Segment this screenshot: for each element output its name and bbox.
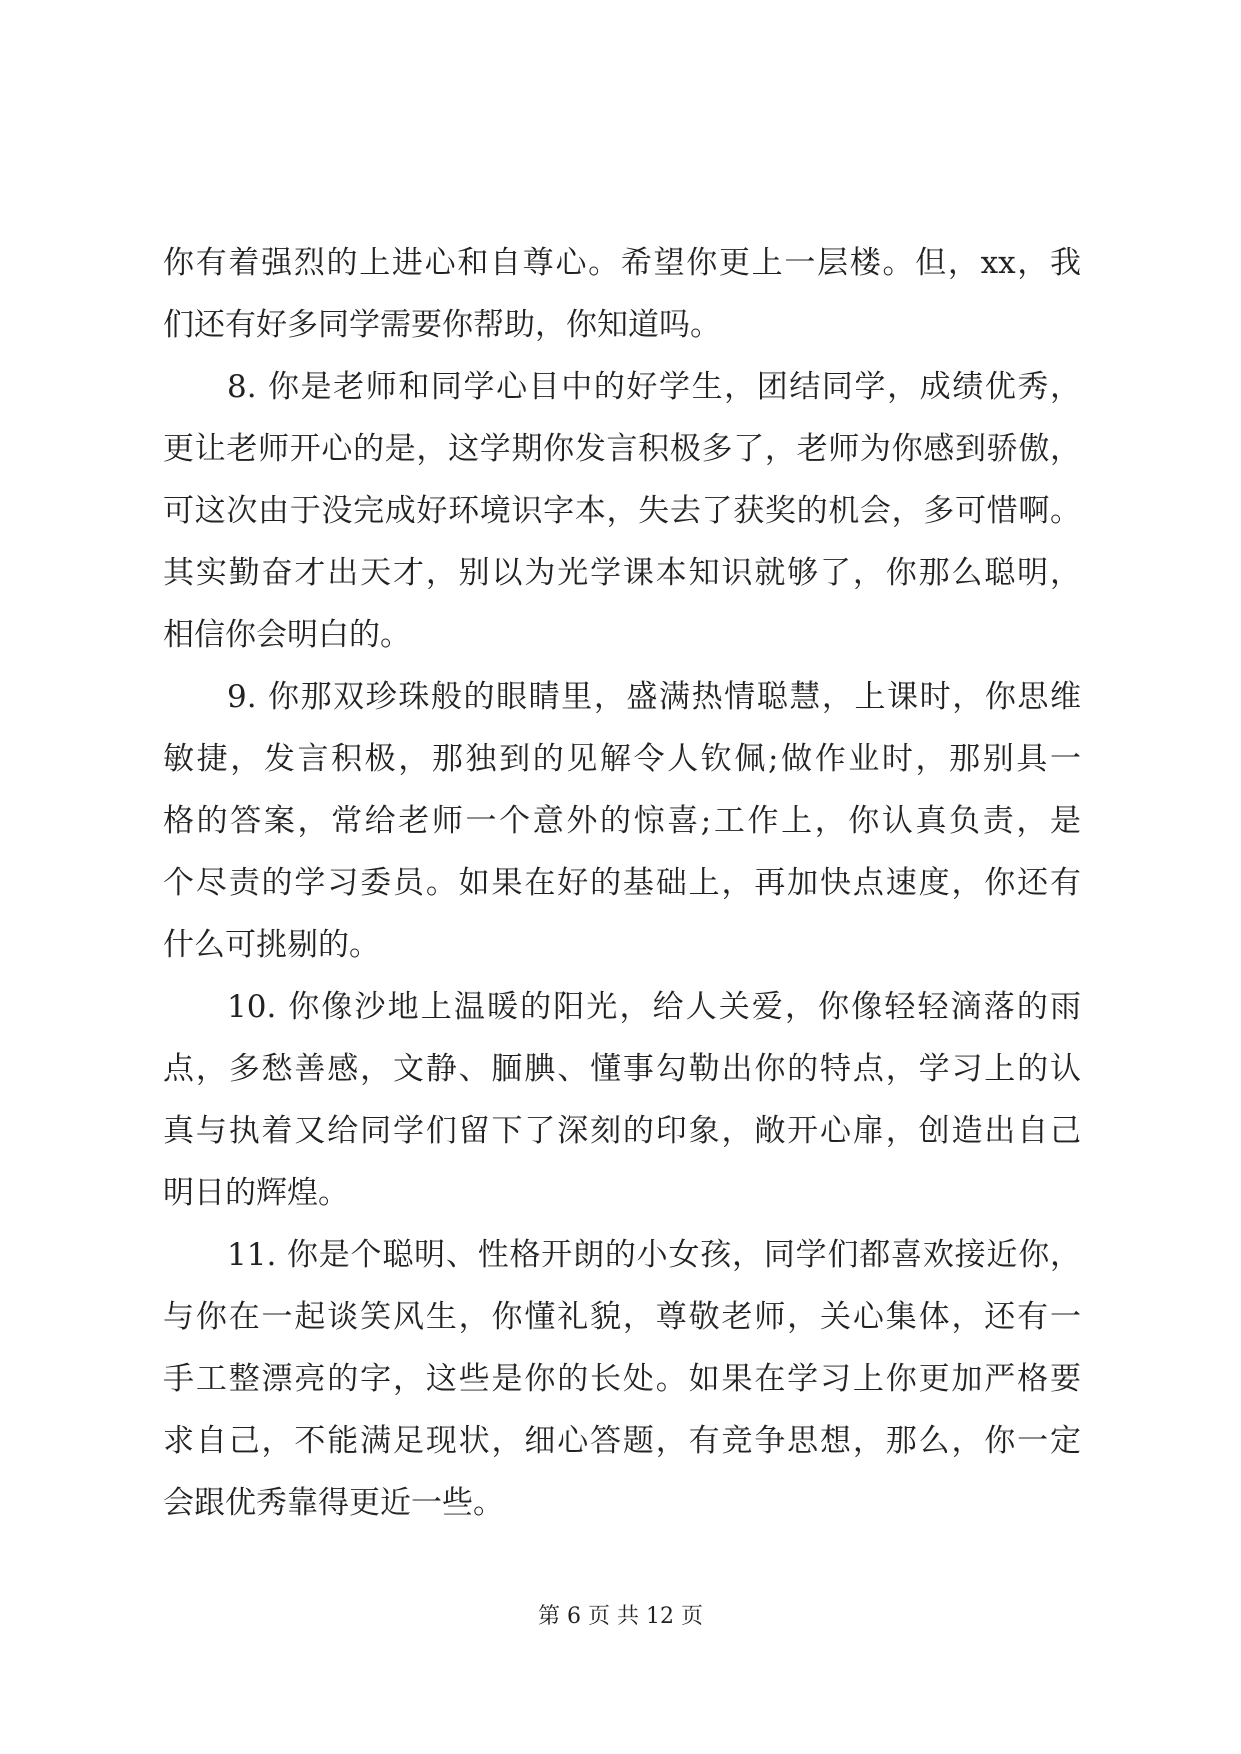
paragraph-line: 相信你会明白的。 xyxy=(163,617,411,653)
paragraph-line: 可这次由于没完成好环境识字本，失去了获奖的机会，多可惜啊。 xyxy=(163,493,1081,529)
paragraph-line: 与你在一起谈笑风生，你懂礼貌，尊敬老师，关心集体，还有一 xyxy=(163,1299,1081,1335)
paragraph-line: 求自己，不能满足现状，细心答题，有竞争思想，那么，你一定 xyxy=(163,1423,1081,1459)
paragraph-line: 11. 你是个聪明、性格开朗的小女孩，同学们都喜欢接近你， xyxy=(227,1237,1081,1273)
page-number-footer: 第 6 页 共 12 页 xyxy=(538,1604,703,1629)
paragraph-line: 其实勤奋才出天才，别以为光学课本知识就够了，你那么聪明， xyxy=(163,555,1081,591)
paragraph-line: 格的答案，常给老师一个意外的惊喜;工作上，你认真负责，是 xyxy=(163,803,1081,839)
paragraph-line: 敏捷，发言积极，那独到的见解令人钦佩;做作业时，那别具一 xyxy=(163,741,1081,777)
paragraph-line: 个尽责的学习委员。如果在好的基础上，再加快点速度，你还有 xyxy=(163,865,1081,901)
paragraph-line: 真与执着又给同学们留下了深刻的印象，敞开心扉，创造出自己 xyxy=(163,1113,1081,1149)
paragraph-line: 什么可挑剔的。 xyxy=(163,927,380,963)
paragraph-line: 8. 你是老师和同学心目中的好学生，团结同学，成绩优秀， xyxy=(227,369,1081,405)
paragraph-line: 会跟优秀靠得更近一些。 xyxy=(163,1485,504,1521)
paragraph-line: 点，多愁善感，文静、腼腆、懂事勾勒出你的特点，学习上的认 xyxy=(163,1051,1081,1087)
paragraph-line: 10. 你像沙地上温暖的阳光，给人关爱，你像轻轻滴落的雨 xyxy=(227,989,1081,1025)
document-body xyxy=(163,232,1081,1534)
paragraph-line: 明日的辉煌。 xyxy=(163,1175,349,1211)
paragraph-line: 手工整漂亮的字，这些是你的长处。如果在学习上你更加严格要 xyxy=(163,1361,1081,1397)
paragraph-line: 们还有好多同学需要你帮助，你知道吗。 xyxy=(163,307,721,343)
paragraph-line: 你有着强烈的上进心和自尊心。希望你更上一层楼。但，xx，我 xyxy=(163,245,1081,281)
paragraph-line: 9. 你那双珍珠般的眼睛里，盛满热情聪慧，上课时，你思维 xyxy=(227,679,1081,715)
paragraph-line: 更让老师开心的是，这学期你发言积极多了，老师为你感到骄傲， xyxy=(163,431,1081,467)
